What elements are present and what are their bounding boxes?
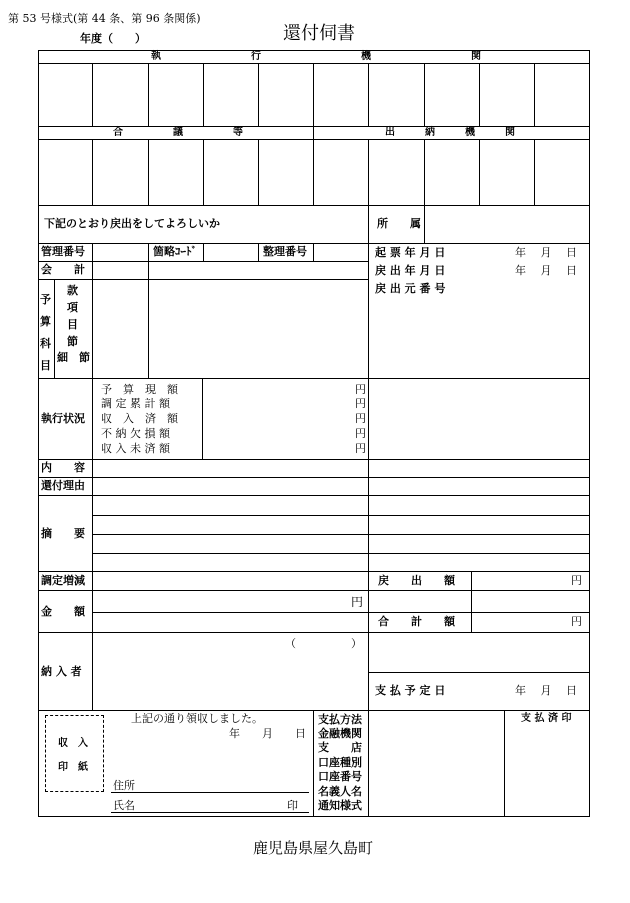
refund-amount-label: 戻 出 額 bbox=[378, 574, 455, 587]
refund-date-label: 戻 出 年 月 日 bbox=[375, 264, 446, 277]
receipt-statement: 上記の通り領収しました。 bbox=[131, 712, 263, 725]
approval-statement: 下記のとおり戻出をしてよろしいか bbox=[44, 217, 220, 230]
refund-date-value: 年 月 日 bbox=[515, 264, 577, 277]
fiscal-year: 年度（ ） bbox=[80, 32, 146, 45]
payer-label: 納 入 者 bbox=[41, 665, 82, 678]
content-label: 内 容 bbox=[41, 461, 85, 474]
paid-stamp-label: 支 払 済 印 bbox=[521, 713, 572, 724]
total-label: 合 計 額 bbox=[378, 615, 455, 628]
treasury-label: 出 納 機 関 bbox=[385, 127, 515, 138]
refund-amount-unit: 円 bbox=[571, 574, 582, 587]
origin-number-label: 戻 出 元 番 号 bbox=[375, 282, 446, 295]
page-title: 還付伺書 bbox=[283, 23, 355, 44]
stamp-label-2: 印 紙 bbox=[58, 762, 88, 773]
reason-label: 還付理由 bbox=[41, 479, 85, 492]
summary-label: 摘 要 bbox=[41, 527, 85, 540]
council-label: 合 議 等 bbox=[113, 127, 243, 138]
receipt-date: 年 月 日 bbox=[229, 727, 306, 740]
payer-paren: （ ） bbox=[285, 637, 362, 650]
revenue-stamp-box bbox=[45, 715, 104, 792]
short-code-label: 箇略ｺｰﾄﾞ bbox=[153, 245, 197, 258]
seal-mark: 印 bbox=[287, 799, 298, 812]
adjustment-label: 調定増減 bbox=[41, 574, 85, 587]
scheduled-payment-date: 年 月 日 bbox=[515, 684, 577, 697]
amount-label: 金 額 bbox=[41, 605, 85, 618]
draft-date-label: 起 票 年 月 日 bbox=[375, 246, 446, 259]
reference-number-label: 整理番号 bbox=[263, 245, 307, 258]
issuer: 鹿児島県屋久島町 bbox=[253, 839, 374, 857]
execution-label: 執行状況 bbox=[41, 412, 85, 425]
executive-body-label: 執 行 機 関 bbox=[151, 51, 481, 62]
accounting-label: 会 計 bbox=[41, 263, 85, 276]
address-label: 住所 bbox=[113, 779, 135, 792]
name-label: 氏名 bbox=[113, 799, 135, 812]
form-number: 第 53 号様式(第 44 条、第 96 条関係) bbox=[8, 12, 201, 25]
scheduled-payment-label: 支 払 予 定 日 bbox=[375, 684, 446, 697]
department-label: 所 属 bbox=[377, 217, 421, 230]
management-number-label: 管理番号 bbox=[41, 245, 85, 258]
stamp-label-1: 収 入 bbox=[58, 738, 88, 749]
amount-unit: 円 bbox=[351, 595, 364, 609]
draft-date-value: 年 月 日 bbox=[515, 246, 577, 259]
total-unit: 円 bbox=[571, 615, 582, 628]
